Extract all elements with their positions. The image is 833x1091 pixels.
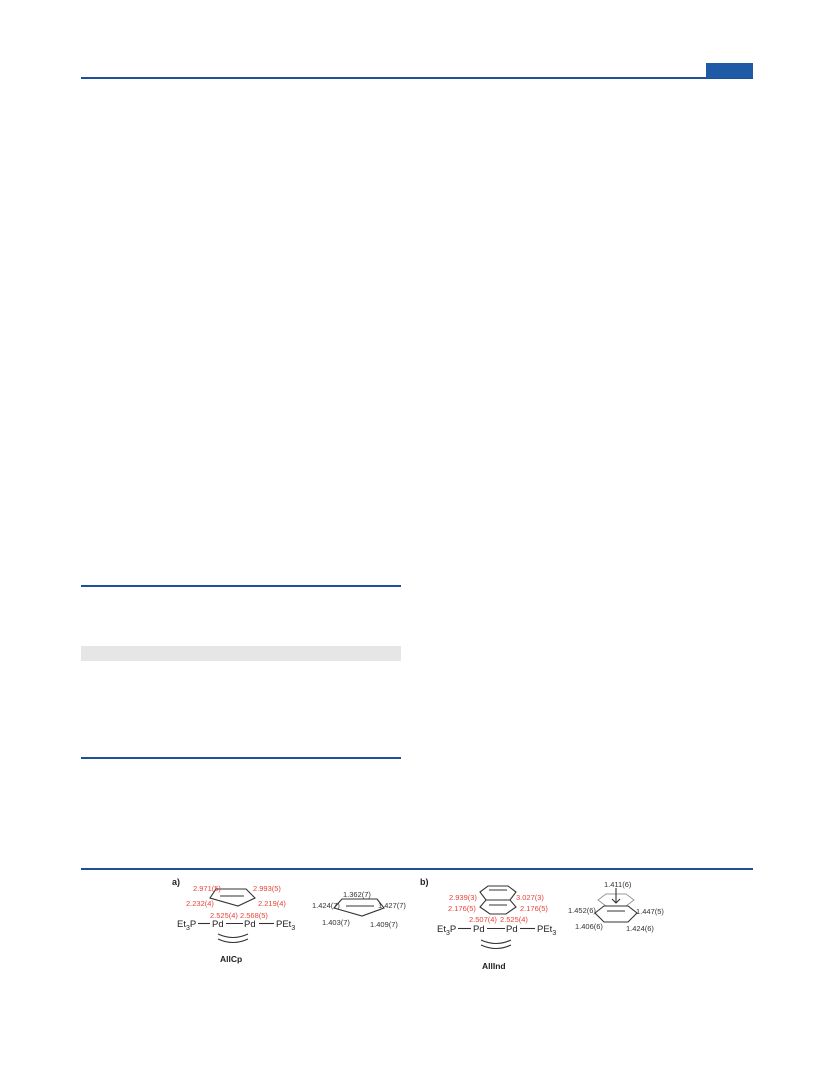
distance-label: 2.993(5)	[253, 884, 281, 893]
bond-length-label: 1.362(7)	[343, 890, 371, 899]
panel-b-label: b)	[420, 877, 429, 887]
header-rule	[81, 77, 753, 79]
distance-label: 2.176(5)	[520, 904, 548, 913]
bond-length-label: 1.452(6)	[568, 906, 596, 915]
ligand-right: PEt$_3$	[276, 919, 296, 932]
allyl-bridge-icon	[481, 940, 511, 949]
compound-name: AllInd	[482, 961, 506, 971]
figure-canvas	[0, 870, 833, 1000]
bond-length-label: 1.403(7)	[322, 918, 350, 927]
bond-length-label: 1.406(6)	[575, 922, 603, 931]
panel-a	[172, 877, 406, 964]
allyl-bridge-icon	[218, 934, 248, 943]
free-indenyl-ring-icon	[595, 888, 637, 922]
distance-label: 2.176(5)	[448, 904, 476, 913]
bond-length-label: 1.409(7)	[370, 920, 398, 929]
bond-length-label: 1.411(6)	[604, 880, 632, 889]
figure	[0, 870, 833, 1000]
left-column-rule-bottom	[81, 757, 401, 759]
page-number-badge	[706, 63, 753, 78]
bond-length-label: 1.424(6)	[626, 924, 654, 933]
panel-a-label: a)	[172, 877, 181, 887]
left-column-rule-top	[81, 585, 401, 587]
metal-atom: Pd	[212, 919, 224, 930]
distance-label: 2.568(5)	[240, 911, 268, 920]
bond-length-label: 1.424(7)	[312, 901, 340, 910]
metal-atom: Pd	[473, 924, 485, 935]
indenyl-ring-icon	[480, 886, 516, 914]
bond-length-label: 1.447(5)	[636, 907, 664, 916]
free-cp-ring-icon	[334, 899, 384, 916]
ligand-left: $Et_3P$	[437, 924, 457, 937]
table-header-bar	[81, 646, 401, 661]
distance-label: 2.971(5)	[193, 884, 221, 893]
distance-label: 2.507(4)	[469, 915, 497, 924]
compound-name: AllCp	[220, 954, 243, 964]
metal-atom: Pd	[506, 924, 518, 935]
distance-label: 3.027(3)	[516, 893, 544, 902]
panel-b	[420, 877, 664, 971]
distance-label: 2.939(3)	[449, 893, 477, 902]
distance-label: 2.525(4)	[210, 911, 238, 920]
ligand-left: $Et_3P$	[177, 919, 197, 932]
bond-length-label: 1.427(7)	[378, 901, 406, 910]
ligand-right: PEt$_3$	[537, 924, 557, 937]
distance-label: 2.219(4)	[258, 899, 286, 908]
distance-label: 2.232(4)	[186, 899, 214, 908]
distance-label: 2.525(4)	[500, 915, 528, 924]
metal-atom: Pd	[244, 919, 256, 930]
